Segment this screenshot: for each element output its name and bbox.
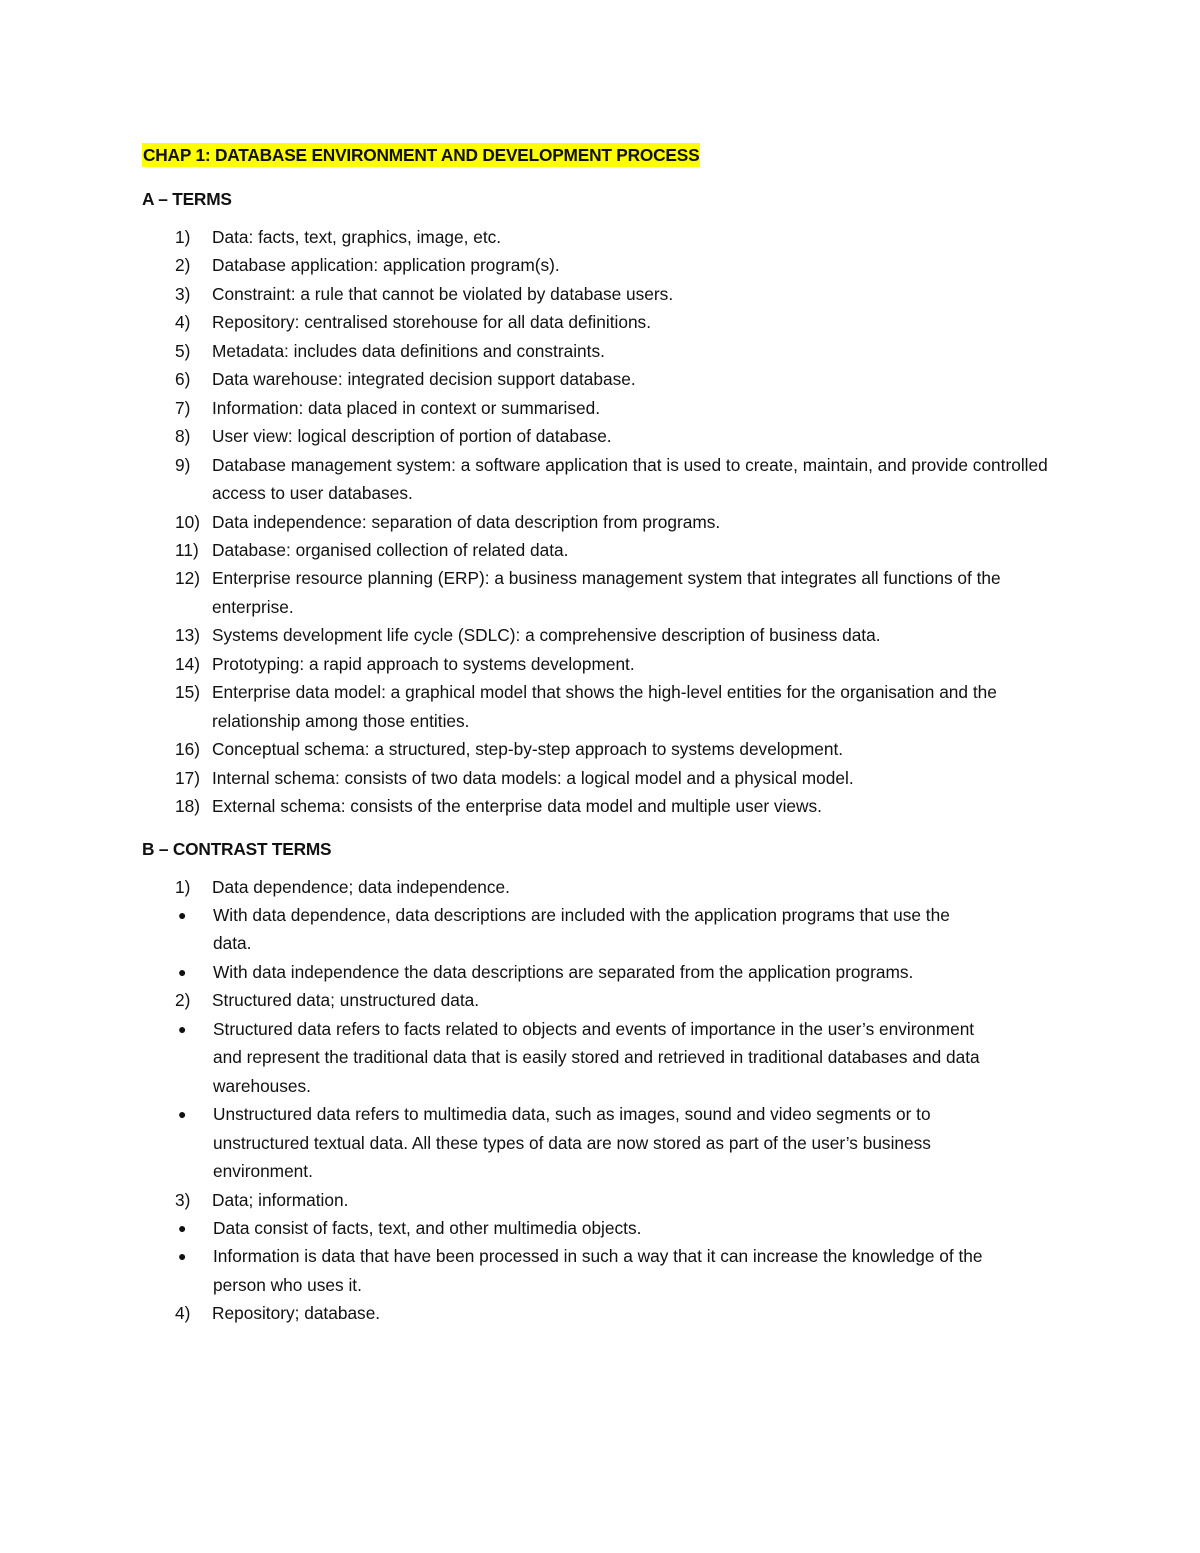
term-item [142, 251, 1058, 279]
bullet-icon: ● [178, 906, 187, 923]
contrast-terms-list [142, 873, 1062, 1328]
item-number: 18) [175, 796, 200, 817]
item-text: Conceptual schema: a structured, step-by-step approach to systems development. [212, 739, 844, 760]
item-text: Data warehouse: integrated decision support database. [212, 369, 636, 390]
chapter-title: CHAP 1: DATABASE ENVIRONMENT AND DEVELOPMENT PROCESS [143, 145, 700, 165]
term-item [142, 394, 1058, 422]
bullet-icon: ● [178, 1106, 187, 1123]
term-item [142, 451, 1058, 508]
item-text: Metadata: includes data definitions and constraints. [212, 340, 605, 361]
item-text: External schema: consists of the enterprise data model and multiple user views. [212, 796, 822, 817]
term-item [142, 764, 1058, 792]
item-text: Data independence: separation of data description from programs. [212, 511, 721, 532]
item-number: 12) [175, 568, 200, 589]
item-text: Prototyping: a rapid approach to systems development. [212, 653, 635, 674]
item-number: 2) [175, 255, 191, 276]
term-item [142, 280, 1058, 308]
term-item [142, 735, 1058, 763]
item-text: Repository: centralised storehouse for all data definitions. [212, 312, 651, 333]
term-item [142, 337, 1058, 365]
bullet-list [142, 1015, 1062, 1186]
bullet-icon: ● [178, 1020, 187, 1037]
item-text: Constraint: a rule that cannot be violated by database users. [212, 283, 674, 304]
item-number: 7) [175, 397, 191, 418]
bullet-text: Unstructured data refers to multimedia data, such as images, sound and video segments or to unstructured textual data. All these types of data are now stored as part of the user’s business environment. [213, 1104, 931, 1182]
item-number: 5) [175, 340, 191, 361]
bullet-item [142, 901, 988, 958]
item-text: Database: organised collection of related data. [212, 539, 569, 560]
item-text: Systems development life cycle (SDLC): a comprehensive description of business data. [212, 625, 881, 646]
item-number: 17) [175, 767, 200, 788]
item-text: Data: facts, text, graphics, image, etc. [212, 227, 502, 247]
item-text: Data; information. [212, 1189, 349, 1210]
item-number: 15) [175, 682, 200, 703]
contrast-item [142, 986, 1058, 1014]
item-text: Enterprise resource planning (ERP): a business management system that integrates all functions of the enterprise. [212, 568, 1001, 617]
item-number: 4) [175, 1303, 191, 1324]
item-text: Data dependence; data independence. [212, 876, 510, 897]
item-text: Repository; database. [212, 1303, 381, 1324]
term-item [142, 678, 1058, 735]
item-text: Database management system: a software application that is used to create, maintain, and provide controlled access to user databases. [212, 454, 1048, 504]
item-text: Structured data; unstructured data. [212, 990, 480, 1011]
item-text: User view: logical description of portion of database. [212, 426, 612, 447]
term-item [142, 792, 1058, 820]
term-item [142, 308, 1058, 336]
bullet-icon: ● [178, 963, 187, 980]
term-item [142, 621, 1058, 649]
bullet-icon: ● [178, 1248, 187, 1265]
item-text: Enterprise data model: a graphical model that shows the high-level entities for the organisation and the relationship among those entities. [212, 682, 997, 731]
term-item [142, 422, 1058, 450]
document-page [142, 143, 1062, 1328]
item-text: Database application: application program(s). [212, 255, 560, 276]
contrast-item [142, 1299, 1058, 1327]
item-number: 1) [175, 876, 191, 897]
bullet-icon: ● [178, 1219, 187, 1236]
term-item [142, 223, 1058, 251]
bullet-item [142, 958, 988, 986]
item-number: 1) [175, 227, 191, 247]
bullet-item [142, 1015, 988, 1100]
bullet-text: Data consist of facts, text, and other multimedia objects. [213, 1217, 642, 1238]
bullet-text: Structured data refers to facts related to objects and events of importance in the user’s environment and represent the traditional data that is easily stored and retrieved in traditional databases and data warehouses. [213, 1018, 980, 1096]
bullet-item [142, 1242, 988, 1299]
item-number: 16) [175, 739, 200, 760]
bullet-list [142, 901, 1062, 986]
term-item [142, 536, 1058, 564]
contrast-item [142, 1186, 1058, 1214]
bullet-list [142, 1214, 1062, 1299]
item-number: 4) [175, 312, 191, 333]
item-number: 11) [175, 539, 199, 560]
bullet-text: With data dependence, data descriptions are included with the application programs that use the data. [213, 904, 950, 954]
term-item [142, 650, 1058, 678]
item-number: 10) [175, 511, 200, 532]
item-number: 14) [175, 653, 200, 674]
bullet-item [142, 1100, 988, 1185]
item-number: 3) [175, 283, 191, 304]
term-item [142, 508, 1058, 536]
bullet-text: With data independence the data descriptions are separated from the application programs. [213, 961, 914, 982]
contrast-item [142, 873, 1058, 901]
item-number: 3) [175, 1189, 191, 1210]
bullet-item [142, 1214, 988, 1242]
item-text: Information: data placed in context or summarised. [212, 397, 601, 418]
section-a-heading: A – TERMS [142, 189, 232, 209]
item-number: 8) [175, 426, 191, 447]
item-number: 13) [175, 625, 200, 646]
section-b-heading: B – CONTRAST TERMS [142, 838, 332, 859]
item-number: 2) [175, 990, 191, 1011]
term-item [142, 365, 1058, 393]
bullet-text: Information is data that have been processed in such a way that it can increase the knowledge of the person who uses it. [213, 1246, 983, 1295]
item-number: 6) [175, 369, 191, 390]
item-text: Internal schema: consists of two data models: a logical model and a physical model. [212, 767, 854, 788]
terms-list [142, 223, 1062, 821]
item-number: 9) [175, 454, 191, 475]
term-item [142, 564, 1058, 621]
